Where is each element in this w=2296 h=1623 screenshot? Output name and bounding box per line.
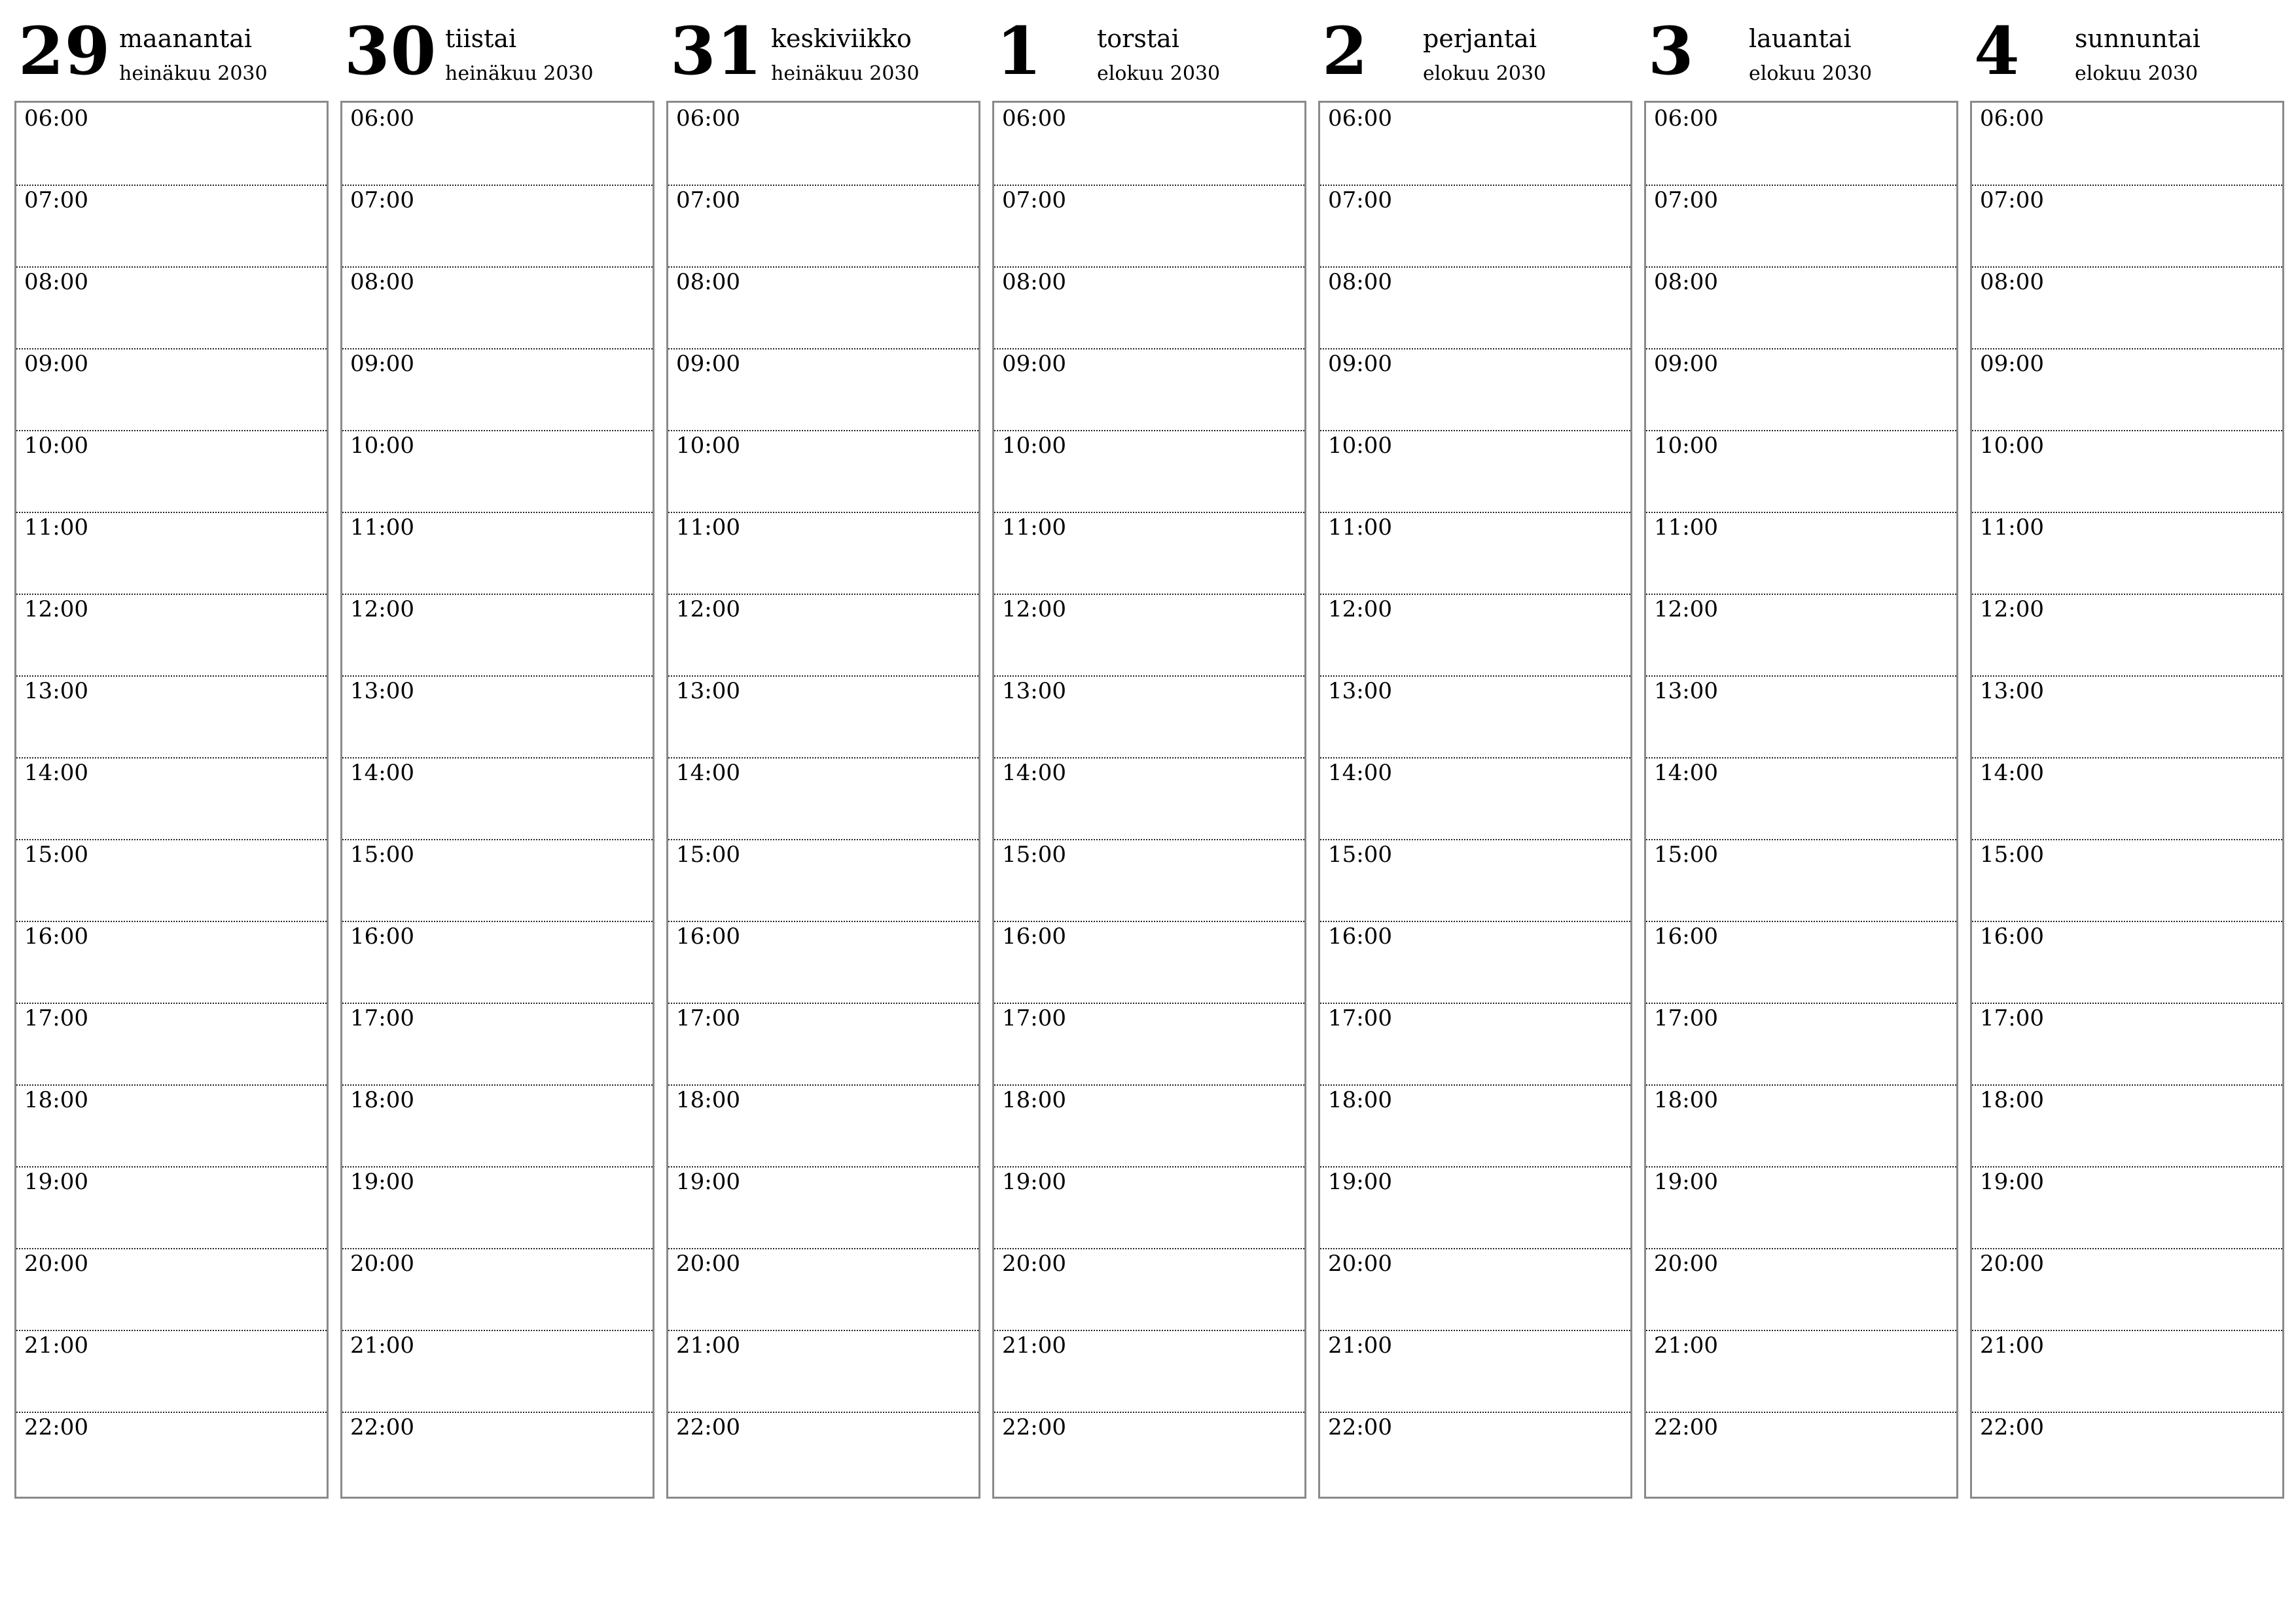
time-label: 07:00 <box>1002 187 1066 213</box>
time-label: 14:00 <box>1980 760 2044 786</box>
time-slot[interactable] <box>994 757 1304 840</box>
time-label: 10:00 <box>1980 433 2044 459</box>
time-slot[interactable] <box>1646 266 1956 349</box>
weekday-label: keskiviikko <box>771 24 912 53</box>
time-label: 08:00 <box>350 269 414 295</box>
time-label: 09:00 <box>1328 351 1392 377</box>
time-label: 20:00 <box>676 1251 740 1277</box>
time-label: 20:00 <box>1980 1251 2044 1277</box>
time-label: 19:00 <box>676 1169 740 1195</box>
time-slot[interactable] <box>16 675 327 758</box>
time-label: 09:00 <box>350 351 414 377</box>
time-label: 12:00 <box>24 596 88 622</box>
day-column <box>1318 0 1631 1499</box>
time-label: 07:00 <box>676 187 740 213</box>
time-slot[interactable] <box>16 594 327 677</box>
day-number: 29 <box>18 12 111 90</box>
day-column <box>1970 0 2283 1499</box>
time-slot[interactable] <box>342 1330 653 1413</box>
time-label: 16:00 <box>1980 923 2044 950</box>
time-slot[interactable] <box>1320 348 1630 431</box>
day-header <box>1644 0 1957 101</box>
time-label: 18:00 <box>1328 1087 1392 1113</box>
time-slot[interactable] <box>342 1003 653 1086</box>
time-label: 12:00 <box>1328 596 1392 622</box>
time-label: 13:00 <box>350 678 414 704</box>
time-label: 12:00 <box>1002 596 1066 622</box>
weekday-label: tiistai <box>445 24 517 53</box>
time-slot[interactable] <box>1320 266 1630 349</box>
time-label: 16:00 <box>1654 923 1718 950</box>
time-slot[interactable] <box>1320 921 1630 1004</box>
time-slot[interactable] <box>1320 1412 1630 1493</box>
time-label: 17:00 <box>676 1005 740 1031</box>
time-slot[interactable] <box>1646 675 1956 758</box>
day-number: 2 <box>1322 12 1369 90</box>
time-label: 07:00 <box>1328 187 1392 213</box>
day-number: 30 <box>344 12 437 90</box>
time-slot[interactable] <box>994 103 1304 186</box>
time-slot[interactable] <box>16 1084 327 1168</box>
time-slot[interactable] <box>1646 1248 1956 1331</box>
time-label: 19:00 <box>1002 1169 1066 1195</box>
time-label: 10:00 <box>350 433 414 459</box>
time-slot[interactable] <box>342 1248 653 1331</box>
time-label: 07:00 <box>1654 187 1718 213</box>
time-slot[interactable] <box>994 512 1304 595</box>
time-slot[interactable] <box>1972 1084 2282 1168</box>
time-slot[interactable] <box>1320 757 1630 840</box>
time-slot[interactable] <box>994 266 1304 349</box>
time-slot[interactable] <box>1972 1003 2282 1086</box>
time-label: 17:00 <box>1328 1005 1392 1031</box>
time-label: 07:00 <box>24 187 88 213</box>
time-slot[interactable] <box>342 1412 653 1493</box>
month-year-label: heinäkuu 2030 <box>119 62 268 85</box>
time-slot[interactable] <box>1320 430 1630 513</box>
day-number: 31 <box>670 12 763 90</box>
time-slot[interactable] <box>342 594 653 677</box>
time-slot[interactable] <box>1646 594 1956 677</box>
time-slot[interactable] <box>1972 1412 2282 1493</box>
time-label: 18:00 <box>24 1087 88 1113</box>
day-schedule-box <box>340 101 655 1499</box>
time-label: 18:00 <box>1002 1087 1066 1113</box>
time-label: 20:00 <box>1002 1251 1066 1277</box>
time-label: 16:00 <box>350 923 414 950</box>
time-slot[interactable] <box>668 512 978 595</box>
time-label: 13:00 <box>24 678 88 704</box>
time-label: 18:00 <box>350 1087 414 1113</box>
time-slot[interactable] <box>994 921 1304 1004</box>
time-slot[interactable] <box>1646 839 1956 922</box>
time-label: 18:00 <box>1980 1087 2044 1113</box>
time-label: 13:00 <box>1980 678 2044 704</box>
time-label: 13:00 <box>1654 678 1718 704</box>
time-label: 08:00 <box>676 269 740 295</box>
day-schedule-box <box>14 101 329 1499</box>
time-label: 14:00 <box>676 760 740 786</box>
time-label: 19:00 <box>350 1169 414 1195</box>
time-label: 21:00 <box>1980 1332 2044 1359</box>
day-column <box>14 0 327 1499</box>
time-label: 17:00 <box>1654 1005 1718 1031</box>
time-slot[interactable] <box>1972 921 2282 1004</box>
time-label: 17:00 <box>24 1005 88 1031</box>
time-slot[interactable] <box>994 1084 1304 1168</box>
month-year-label: elokuu 2030 <box>2075 62 2198 85</box>
time-label: 09:00 <box>1002 351 1066 377</box>
time-slot[interactable] <box>342 757 653 840</box>
time-label: 09:00 <box>1654 351 1718 377</box>
month-year-label: heinäkuu 2030 <box>771 62 920 85</box>
day-number: 1 <box>996 12 1043 90</box>
time-label: 12:00 <box>350 596 414 622</box>
time-slot[interactable] <box>1972 348 2282 431</box>
time-label: 18:00 <box>676 1087 740 1113</box>
time-slot[interactable] <box>668 839 978 922</box>
time-slot[interactable] <box>994 348 1304 431</box>
time-slot[interactable] <box>1646 348 1956 431</box>
time-slot[interactable] <box>16 348 327 431</box>
time-slot[interactable] <box>1320 839 1630 922</box>
time-label: 07:00 <box>1980 187 2044 213</box>
time-label: 14:00 <box>1654 760 1718 786</box>
time-slot[interactable] <box>1972 430 2282 513</box>
time-slot[interactable] <box>994 1003 1304 1086</box>
time-slot[interactable] <box>342 1166 653 1249</box>
time-slot[interactable] <box>1972 185 2282 268</box>
time-slot[interactable] <box>668 1412 978 1493</box>
time-slot[interactable] <box>1646 921 1956 1004</box>
time-label: 15:00 <box>1980 842 2044 868</box>
time-label: 10:00 <box>1654 433 1718 459</box>
time-slot[interactable] <box>1972 757 2282 840</box>
time-label: 06:00 <box>1328 105 1392 132</box>
time-label: 08:00 <box>1002 269 1066 295</box>
time-label: 08:00 <box>1654 269 1718 295</box>
time-slot[interactable] <box>1646 1003 1956 1086</box>
time-slot[interactable] <box>16 430 327 513</box>
time-slot[interactable] <box>1320 103 1630 186</box>
time-slot[interactable] <box>342 185 653 268</box>
time-slot[interactable] <box>16 1412 327 1493</box>
time-label: 11:00 <box>1654 514 1718 541</box>
time-label: 19:00 <box>24 1169 88 1195</box>
time-slot[interactable] <box>16 1248 327 1331</box>
time-slot[interactable] <box>1646 185 1956 268</box>
time-label: 17:00 <box>1002 1005 1066 1031</box>
month-year-label: elokuu 2030 <box>1423 62 1547 85</box>
time-slot[interactable] <box>994 185 1304 268</box>
time-label: 16:00 <box>1328 923 1392 950</box>
time-label: 14:00 <box>1002 760 1066 786</box>
time-slot[interactable] <box>668 675 978 758</box>
time-slot[interactable] <box>668 1330 978 1413</box>
time-label: 15:00 <box>1654 842 1718 868</box>
time-slot[interactable] <box>994 1330 1304 1413</box>
month-year-label: elokuu 2030 <box>1097 62 1221 85</box>
time-slot[interactable] <box>1646 1084 1956 1168</box>
day-column <box>1644 0 1957 1499</box>
time-slot[interactable] <box>1972 512 2282 595</box>
weekday-label: sunnuntai <box>2075 24 2200 53</box>
time-label: 06:00 <box>24 105 88 132</box>
time-slot[interactable] <box>1646 103 1956 186</box>
time-label: 06:00 <box>350 105 414 132</box>
day-schedule-box <box>1318 101 1632 1499</box>
time-slot[interactable] <box>668 266 978 349</box>
time-slot[interactable] <box>668 430 978 513</box>
day-header <box>666 0 979 101</box>
time-label: 15:00 <box>676 842 740 868</box>
time-label: 06:00 <box>1002 105 1066 132</box>
time-slot[interactable] <box>1320 594 1630 677</box>
time-label: 21:00 <box>1654 1332 1718 1359</box>
time-label: 17:00 <box>1980 1005 2044 1031</box>
time-slot[interactable] <box>668 757 978 840</box>
time-slot[interactable] <box>16 266 327 349</box>
time-slot[interactable] <box>668 348 978 431</box>
time-label: 19:00 <box>1980 1169 2044 1195</box>
time-slot[interactable] <box>1320 1084 1630 1168</box>
weekday-label: maanantai <box>119 24 253 53</box>
time-slot[interactable] <box>342 512 653 595</box>
time-slot[interactable] <box>668 103 978 186</box>
time-label: 09:00 <box>1980 351 2044 377</box>
time-slot[interactable] <box>1972 103 2282 186</box>
time-label: 11:00 <box>1002 514 1066 541</box>
time-label: 19:00 <box>1328 1169 1392 1195</box>
time-label: 21:00 <box>350 1332 414 1359</box>
day-schedule-box <box>666 101 980 1499</box>
time-slot[interactable] <box>1320 1003 1630 1086</box>
time-label: 15:00 <box>1002 842 1066 868</box>
time-slot[interactable] <box>668 921 978 1004</box>
time-label: 21:00 <box>1328 1332 1392 1359</box>
time-slot[interactable] <box>994 1166 1304 1249</box>
time-slot[interactable] <box>342 348 653 431</box>
time-label: 22:00 <box>1654 1414 1718 1440</box>
time-label: 11:00 <box>350 514 414 541</box>
time-slot[interactable] <box>1972 266 2282 349</box>
time-slot[interactable] <box>1646 1166 1956 1249</box>
day-number: 3 <box>1648 12 1695 90</box>
time-slot[interactable] <box>1972 839 2282 922</box>
day-header <box>340 0 653 101</box>
time-slot[interactable] <box>668 594 978 677</box>
time-label: 16:00 <box>24 923 88 950</box>
time-label: 14:00 <box>1328 760 1392 786</box>
time-slot[interactable] <box>1646 1330 1956 1413</box>
time-slot[interactable] <box>342 266 653 349</box>
time-slot[interactable] <box>1320 185 1630 268</box>
time-slot[interactable] <box>1972 1248 2282 1331</box>
time-slot[interactable] <box>994 594 1304 677</box>
time-slot[interactable] <box>1320 1248 1630 1331</box>
weekday-label: lauantai <box>1749 24 1852 53</box>
time-slot[interactable] <box>342 1084 653 1168</box>
time-label: 22:00 <box>24 1414 88 1440</box>
time-label: 16:00 <box>676 923 740 950</box>
time-label: 13:00 <box>1002 678 1066 704</box>
time-label: 10:00 <box>676 433 740 459</box>
day-header <box>992 0 1305 101</box>
time-label: 06:00 <box>1980 105 2044 132</box>
time-slot[interactable] <box>1320 1330 1630 1413</box>
time-label: 07:00 <box>350 187 414 213</box>
time-label: 18:00 <box>1654 1087 1718 1113</box>
time-label: 20:00 <box>1328 1251 1392 1277</box>
time-label: 06:00 <box>676 105 740 132</box>
time-label: 11:00 <box>1980 514 2044 541</box>
time-slot[interactable] <box>1972 1166 2282 1249</box>
time-label: 10:00 <box>1328 433 1392 459</box>
day-schedule-box <box>1644 101 1958 1499</box>
day-header <box>1970 0 2283 101</box>
time-label: 16:00 <box>1002 923 1066 950</box>
time-slot[interactable] <box>668 1003 978 1086</box>
month-year-label: heinäkuu 2030 <box>445 62 594 85</box>
time-slot[interactable] <box>1972 594 2282 677</box>
time-label: 22:00 <box>1328 1414 1392 1440</box>
time-label: 22:00 <box>676 1414 740 1440</box>
time-slot[interactable] <box>16 1166 327 1249</box>
time-label: 14:00 <box>24 760 88 786</box>
time-slot[interactable] <box>994 1412 1304 1493</box>
time-slot[interactable] <box>994 839 1304 922</box>
day-number: 4 <box>1974 12 2020 90</box>
time-slot[interactable] <box>16 103 327 186</box>
time-label: 19:00 <box>1654 1169 1718 1195</box>
time-label: 11:00 <box>676 514 740 541</box>
time-label: 11:00 <box>1328 514 1392 541</box>
time-label: 11:00 <box>24 514 88 541</box>
time-slot[interactable] <box>1646 757 1956 840</box>
day-column <box>340 0 653 1499</box>
time-label: 08:00 <box>1328 269 1392 295</box>
time-slot[interactable] <box>994 1248 1304 1331</box>
time-label: 13:00 <box>1328 678 1392 704</box>
time-label: 06:00 <box>1654 105 1718 132</box>
time-label: 22:00 <box>350 1414 414 1440</box>
time-label: 15:00 <box>24 842 88 868</box>
time-label: 10:00 <box>1002 433 1066 459</box>
time-slot[interactable] <box>342 103 653 186</box>
weekly-planner <box>14 0 2292 1499</box>
time-label: 21:00 <box>24 1332 88 1359</box>
time-slot[interactable] <box>1646 430 1956 513</box>
time-slot[interactable] <box>16 757 327 840</box>
time-label: 20:00 <box>1654 1251 1718 1277</box>
day-header <box>1318 0 1631 101</box>
weekday-label: perjantai <box>1423 24 1537 53</box>
time-label: 08:00 <box>24 269 88 295</box>
time-slot[interactable] <box>994 430 1304 513</box>
time-slot[interactable] <box>668 1084 978 1168</box>
time-label: 14:00 <box>350 760 414 786</box>
time-slot[interactable] <box>16 839 327 922</box>
time-slot[interactable] <box>1646 1412 1956 1493</box>
time-label: 12:00 <box>1654 596 1718 622</box>
time-slot[interactable] <box>342 430 653 513</box>
time-label: 17:00 <box>350 1005 414 1031</box>
time-slot[interactable] <box>16 185 327 268</box>
time-slot[interactable] <box>1320 512 1630 595</box>
time-label: 22:00 <box>1002 1414 1066 1440</box>
time-label: 15:00 <box>350 842 414 868</box>
time-label: 20:00 <box>350 1251 414 1277</box>
time-label: 22:00 <box>1980 1414 2044 1440</box>
time-label: 21:00 <box>1002 1332 1066 1359</box>
time-slot[interactable] <box>16 1330 327 1413</box>
time-slot[interactable] <box>16 921 327 1004</box>
time-slot[interactable] <box>16 1003 327 1086</box>
time-slot[interactable] <box>16 512 327 595</box>
time-slot[interactable] <box>668 185 978 268</box>
time-label: 12:00 <box>1980 596 2044 622</box>
time-slot[interactable] <box>342 921 653 1004</box>
time-label: 15:00 <box>1328 842 1392 868</box>
day-column <box>666 0 979 1499</box>
month-year-label: elokuu 2030 <box>1749 62 1873 85</box>
time-label: 10:00 <box>24 433 88 459</box>
time-label: 09:00 <box>24 351 88 377</box>
time-slot[interactable] <box>1972 675 2282 758</box>
time-slot[interactable] <box>342 675 653 758</box>
time-label: 13:00 <box>676 678 740 704</box>
time-label: 20:00 <box>24 1251 88 1277</box>
time-label: 08:00 <box>1980 269 2044 295</box>
weekday-label: torstai <box>1097 24 1179 53</box>
time-label: 09:00 <box>676 351 740 377</box>
time-label: 21:00 <box>676 1332 740 1359</box>
time-label: 12:00 <box>676 596 740 622</box>
day-column <box>992 0 1305 1499</box>
time-slot[interactable] <box>1646 512 1956 595</box>
time-slot[interactable] <box>1972 1330 2282 1413</box>
time-slot[interactable] <box>1320 675 1630 758</box>
time-slot[interactable] <box>994 675 1304 758</box>
time-slot[interactable] <box>668 1166 978 1249</box>
time-slot[interactable] <box>1320 1166 1630 1249</box>
day-schedule-box <box>1970 101 2284 1499</box>
time-slot[interactable] <box>668 1248 978 1331</box>
time-slot[interactable] <box>342 839 653 922</box>
day-schedule-box <box>992 101 1306 1499</box>
day-header <box>14 0 327 101</box>
